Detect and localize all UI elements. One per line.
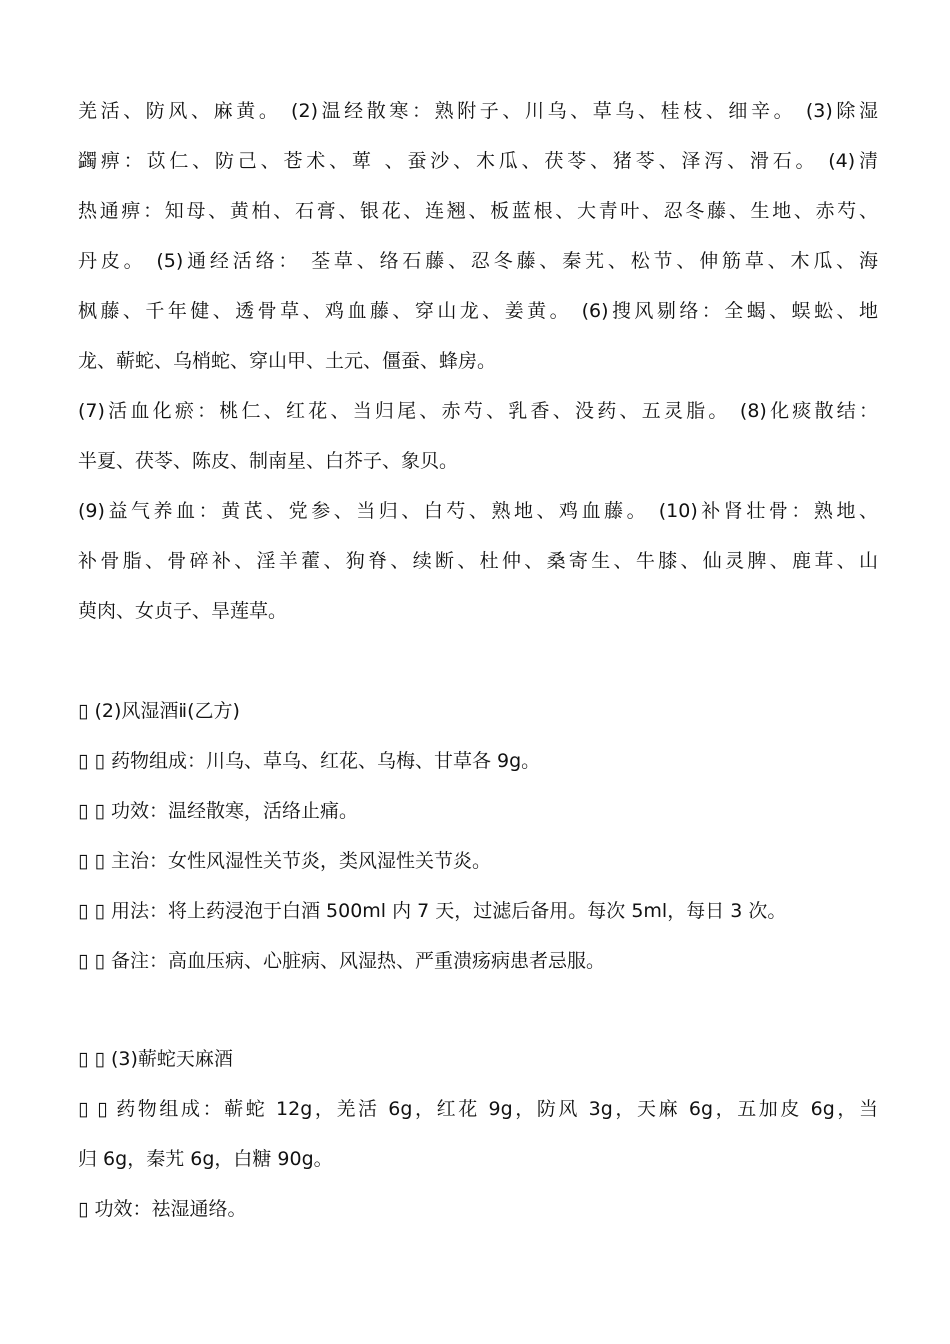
text-line: ▯ 功效：祛湿通络。 [78,1198,247,1220]
text-line: 热通痹：知母、黄柏、石膏、银花、连翘、板蓝根、大青叶、忍冬藤、生地、赤芍、 [78,200,878,222]
text-line: 枫藤、千年健、透骨草、鸡血藤、穿山龙、姜黄。 (6)搜风剔络：全蝎、蜈蚣、地 [78,300,878,322]
text-line: (7)活血化瘀：桃仁、红花、当归尾、赤芍、乳香、没药、五灵脂。 (8)化痰散结： [78,400,878,422]
text-line: ▯ ▯ 药物组成：蕲蛇 12g，羌活 6g，红花 9g，防风 3g，天麻 6g，五加皮 6g，当 [78,1098,878,1120]
text-line: ▯ ▯ 备注：高血压病、心脏病、风湿热、严重溃疡病患者忌服。 [78,950,605,972]
section-heading: ▯ ▯ (3)蕲蛇天麻酒 [78,1048,233,1070]
text-line: 补骨脂、骨碎补、淫羊藿、狗脊、续断、杜仲、桑寄生、牛膝、仙灵脾、鹿茸、山 [78,550,878,572]
text-line: ▯ ▯ 药物组成：川乌、草乌、红花、乌梅、甘草各 9g。 [78,750,541,772]
text-line: ▯ ▯ 用法：将上药浸泡于白酒 500ml 内 7 天，过滤后备用。每次 5ml，每日 3 次。 [78,900,787,922]
text-line: 羌活、防风、麻黄。 (2)温经散寒：熟附子、川乌、草乌、桂枝、细辛。 (3)除湿 [78,100,878,122]
text-line: 龙、蕲蛇、乌梢蛇、穿山甲、土元、僵蚕、蜂房。 [78,350,497,372]
text-line: 萸肉、女贞子、旱莲草。 [78,600,288,622]
text-line: 半夏、茯苓、陈皮、制南星、白芥子、象贝。 [78,450,459,472]
section-heading: ▯ (2)风湿酒ⅱ(乙方) [78,700,240,722]
text-line: 蠲痹：苡仁、防己、苍术、萆 、蚕沙、木瓜、茯苓、猪苓、泽泻、滑石。 (4)清 [78,150,878,172]
text-line: ▯ ▯ 主治：女性风湿性关节炎，类风湿性关节炎。 [78,850,491,872]
text-line: 归 6g，秦艽 6g，白糖 90g。 [78,1148,333,1170]
text-line: (9)益气养血：黄芪、党参、当归、白芍、熟地、鸡血藤。 (10)补肾壮骨：熟地、 [78,500,878,522]
text-line: ▯ ▯ 功效：温经散寒，活络止痛。 [78,800,358,822]
text-line: 丹皮。 (5)通经活络： 荃草、络石藤、忍冬藤、秦艽、松节、伸筋草、木瓜、海 [78,250,878,272]
